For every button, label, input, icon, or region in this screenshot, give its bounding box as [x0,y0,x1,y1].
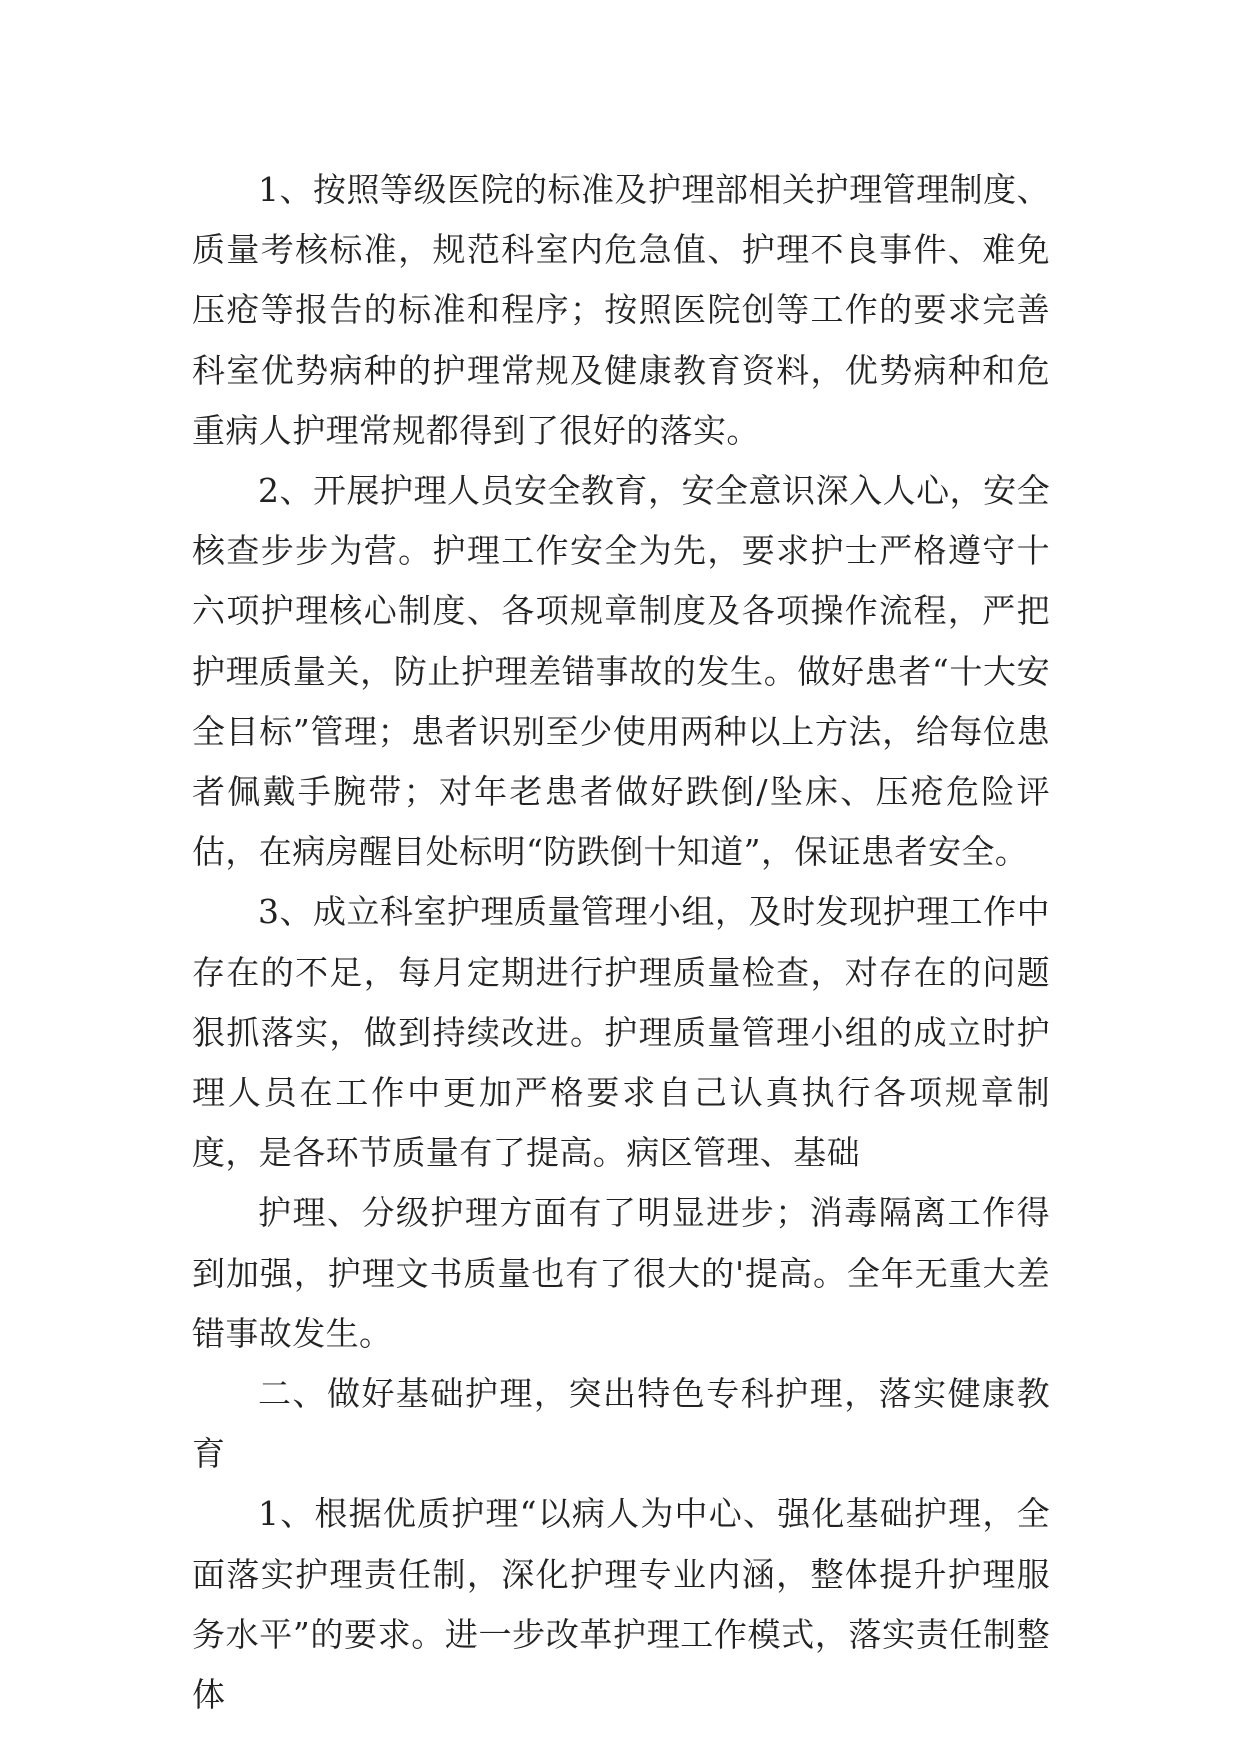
paragraph-quality-group: 3、成立科室护理质量管理小组，及时发现护理工作中存在的不足，每月定期进行护理质量检查，对存在的问题狠抓落实，做到持续改进。护理质量管理小组的成立时护理人员在工作中更加严格要求自己认真执行各项规章制度，是各环节质量有了提高。病区管理、基础 [192,892,1050,1173]
section-heading-basic-nursing: 二、做好基础护理，突出特色专科护理，落实健康教育 [192,1374,1050,1474]
paragraph-progress: 护理、分级护理方面有了明显进步；消毒隔离工作得到加强，护理文书质量也有了很大的'提高。全年无重大差错事故发生。 [192,1193,1050,1353]
paragraph-safety-standards: 1、按照等级医院的标准及护理部相关护理管理制度、质量考核标准，规范科室内危急值、护理不良事件、难免压疮等报告的标准和程序；按照医院创等工作的要求完善科室优势病种的护理常规及健康教育资料，优势病种和危重病人护理常规都得到了很好的落实。 [192,170,1050,450]
paragraph-quality-nursing: 1、根据优质护理“以病人为中心、强化基础护理，全面落实护理责任制，深化护理专业内涵，整体提升护理服务水平”的要求。进一步改革护理工作模式，落实责任制整体 [192,1494,1050,1715]
document-page [192,160,1050,1725]
paragraph-safety-education: 2、开展护理人员安全教育，安全意识深入人心，安全核查步步为营。护理工作安全为先，要求护士严格遵守十六项护理核心制度、各项规章制度及各项操作流程，严把护理质量关，防止护理差错事故的发生。做好患者“十大安全目标”管理；患者识别至少使用两种以上方法，给每位患者佩戴手腕带；对年老患者做好跌倒/坠床、压疮危险评估，在病房醒目处标明“防跌倒十知道”，保证患者安全。 [192,471,1050,872]
